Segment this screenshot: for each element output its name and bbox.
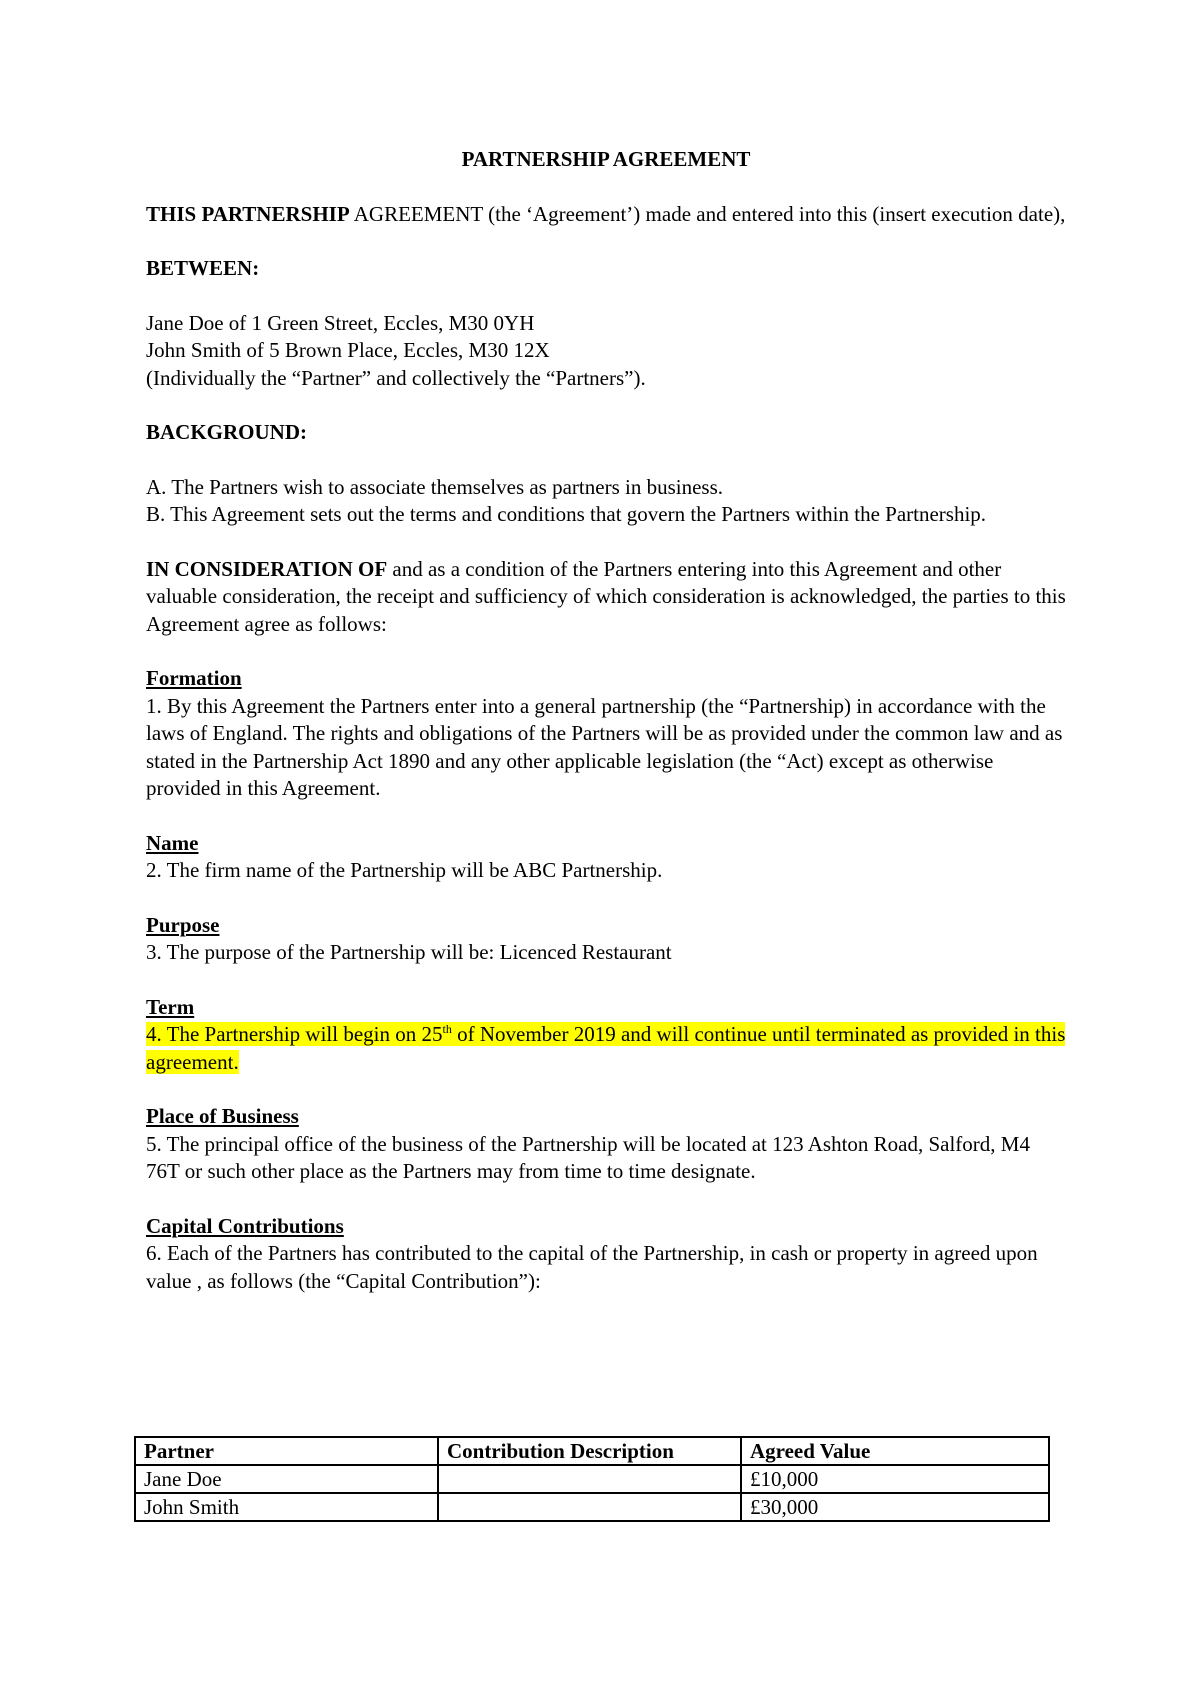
place-heading: Place of Business <box>146 1104 299 1128</box>
place-section <box>146 1103 1066 1186</box>
capital-section <box>146 1213 1066 1296</box>
table-header-row <box>135 1437 1049 1465</box>
cell-agreed-value: £10,000 <box>741 1465 1049 1493</box>
term-highlighted-text <box>146 1022 1065 1074</box>
party-definition-line: (Individually the “Partner” and collectively the “Partners”). <box>146 365 646 390</box>
capital-contribution-table <box>134 1436 1050 1522</box>
intro-text: AGREEMENT (the ‘Agreement’) made and entered into this (insert execution date), <box>349 201 1066 226</box>
background-item-b: B. This Agreement sets out the terms and conditions that govern the Partners within the Partnership. <box>146 502 987 526</box>
formation-heading: Formation <box>146 666 242 690</box>
parties-block <box>146 310 1066 393</box>
background-block <box>146 474 1066 529</box>
name-text: 2. The firm name of the Partnership will be ABC Partnership. <box>146 858 663 882</box>
name-heading: Name <box>146 830 199 855</box>
capital-heading: Capital Contributions <box>146 1213 344 1238</box>
cell-agreed-value: £30,000 <box>741 1493 1049 1521</box>
table-row <box>135 1493 1049 1521</box>
term-text-start: 4. The Partnership will begin on 25 <box>146 1022 443 1046</box>
place-text: 5. The principal office of the business of the Partnership will be located at 123 Ashton Road, Salford, M4 76T or such other place as the Partners may from time to time designate. <box>146 1131 1030 1183</box>
purpose-heading: Purpose <box>146 912 220 937</box>
cell-contribution-description <box>438 1493 741 1521</box>
cell-contribution-description <box>438 1465 741 1493</box>
header-partner: Partner <box>135 1437 438 1465</box>
document-title: PARTNERSHIP AGREEMENT <box>461 147 751 171</box>
capital-text: 6. Each of the Partners has contributed to the capital of the Partnership, in cash or property in agreed upon value , as follows (the “Capital Contribution”): <box>146 1241 1038 1293</box>
term-heading: Term <box>146 994 195 1019</box>
header-contribution-description: Contribution Description <box>438 1437 741 1465</box>
formation-section <box>146 665 1066 803</box>
background-heading: BACKGROUND: <box>146 420 307 444</box>
name-section <box>146 830 1066 885</box>
consideration-bold-lead: IN CONSIDERATION OF <box>146 556 388 581</box>
cell-partner: John Smith <box>135 1493 438 1521</box>
intro-paragraph <box>146 201 1066 229</box>
intro-bold-lead: THIS PARTNERSHIP <box>146 201 350 226</box>
consideration-text: and as a condition of the Partners entering into this Agreement and other valuable consideration, the receipt and sufficiency of which consideration is acknowledged, the parties to this Agreement agree as follows: <box>146 556 1066 636</box>
between-heading: BETWEEN: <box>146 256 260 280</box>
background-item-a: A. The Partners wish to associate themselves as partners in business. <box>146 474 723 499</box>
cell-partner: Jane Doe <box>135 1465 438 1493</box>
purpose-text: 3. The purpose of the Partnership will be: Licenced Restaurant <box>146 940 672 964</box>
party-line: John Smith of 5 Brown Place, Eccles, M30 12X <box>146 338 550 362</box>
term-text-end: of November 2019 and will continue until terminated as provided in this agreement. <box>146 1022 1066 1074</box>
header-agreed-value: Agreed Value <box>741 1437 1049 1465</box>
purpose-section <box>146 912 1066 967</box>
document-body <box>146 146 1066 1322</box>
formation-text: 1. By this Agreement the Partners enter into a general partnership (the “Partnership) in accordance with the laws of England. The rights and obligations of the Partners will be as provided under the common law and as stated in the Partnership Act 1890 and any other applicable legislation (the “Act) except as otherwise provided in this Agreement. <box>146 693 1063 800</box>
consideration-paragraph <box>146 556 1066 639</box>
term-ordinal-suffix: th <box>442 1022 452 1036</box>
party-line: Jane Doe of 1 Green Street, Eccles, M30 0YH <box>146 310 535 335</box>
table-row <box>135 1465 1049 1493</box>
term-section <box>146 994 1066 1077</box>
